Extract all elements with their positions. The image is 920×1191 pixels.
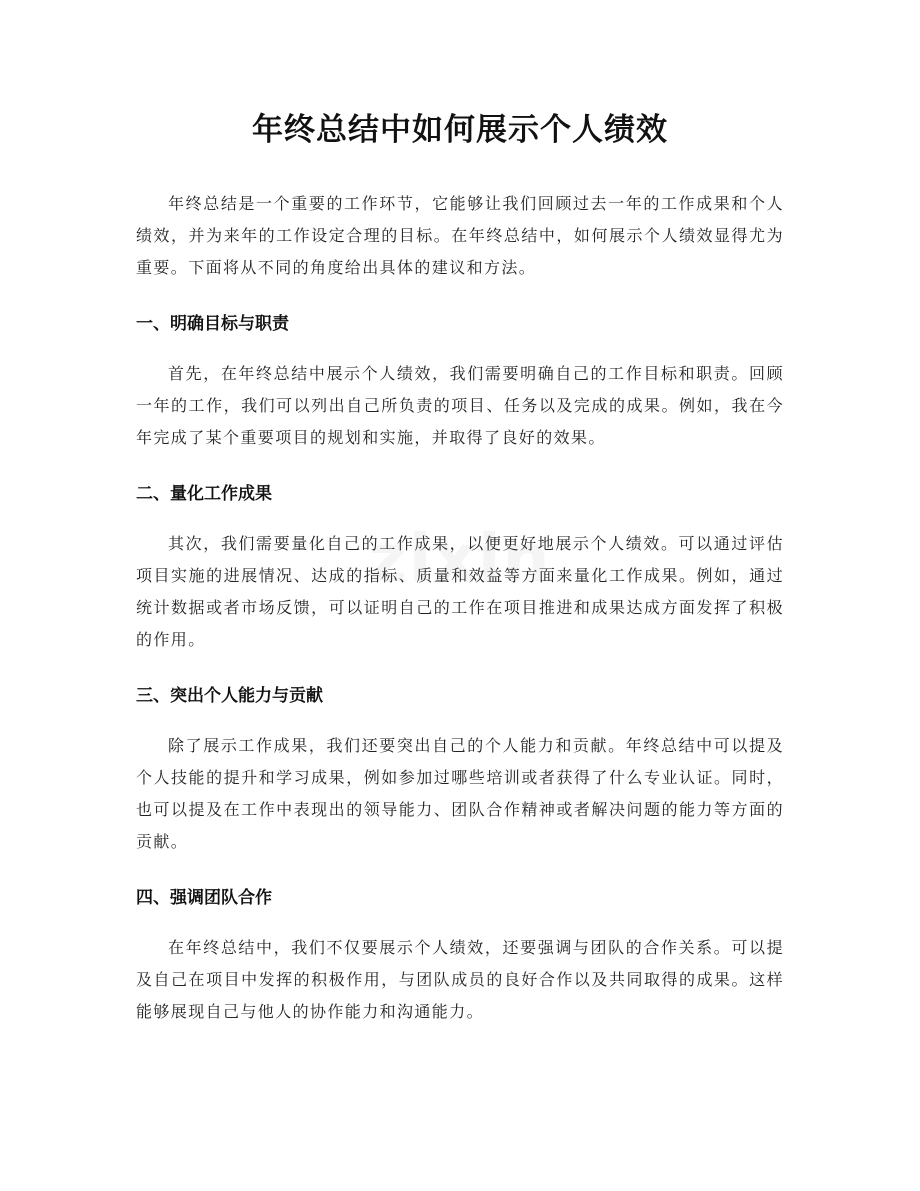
section-paragraph-1: 首先，在年终总结中展示个人绩效，我们需要明确自己的工作目标和职责。回顾一年的工作，我们可以列出自己所负责的项目、任务以及完成的成果。例如，我在今年完成了某个重要项目的规划和实施，并取得了良好的效果。 (136, 364, 784, 447)
section-paragraph-4: 在年终总结中，我们不仅要展示个人绩效，还要强调与团队的合作关系。可以提及自己在项目中发挥的积极作用，与团队成员的良好合作以及共同取得的成果。这样能够展现自己与他人的协作能力和沟通能力。 (136, 938, 784, 1021)
section-heading-2: 二、量化工作成果 (136, 484, 272, 504)
section-paragraph-2: 其次，我们需要量化自己的工作成果，以便更好地展示个人绩效。可以通过评估项目实施的进展情况、达成的指标、质量和效益等方面来量化工作成果。例如，通过统计数据或者市场反馈，可以证明自己的工作在项目推进和成果达成方面发挥了积极的作用。 (136, 534, 784, 649)
watermark: zixin (368, 520, 552, 597)
section-heading-1: 一、明确目标与职责 (136, 314, 289, 334)
document-title: 年终总结中如何展示个人绩效 (252, 112, 668, 148)
section-heading-4: 四、强调团队合作 (136, 888, 272, 908)
section-heading-3: 三、突出个人能力与贡献 (136, 686, 323, 706)
intro-paragraph: 年终总结是一个重要的工作环节，它能够让我们回顾过去一年的工作成果和个人绩效，并为来年的工作设定合理的目标。在年终总结中，如何展示个人绩效显得尤为重要。下面将从不同的角度给出具体的建议和方法。 (136, 194, 784, 277)
section-paragraph-3: 除了展示工作成果，我们还要突出自己的个人能力和贡献。年终总结中可以提及个人技能的提升和学习成果，例如参加过哪些培训或者获得了什么专业认证。同时，也可以提及在工作中表现出的领导能力、团队合作精神或者解决问题的能力等方面的贡献。 (136, 736, 784, 851)
